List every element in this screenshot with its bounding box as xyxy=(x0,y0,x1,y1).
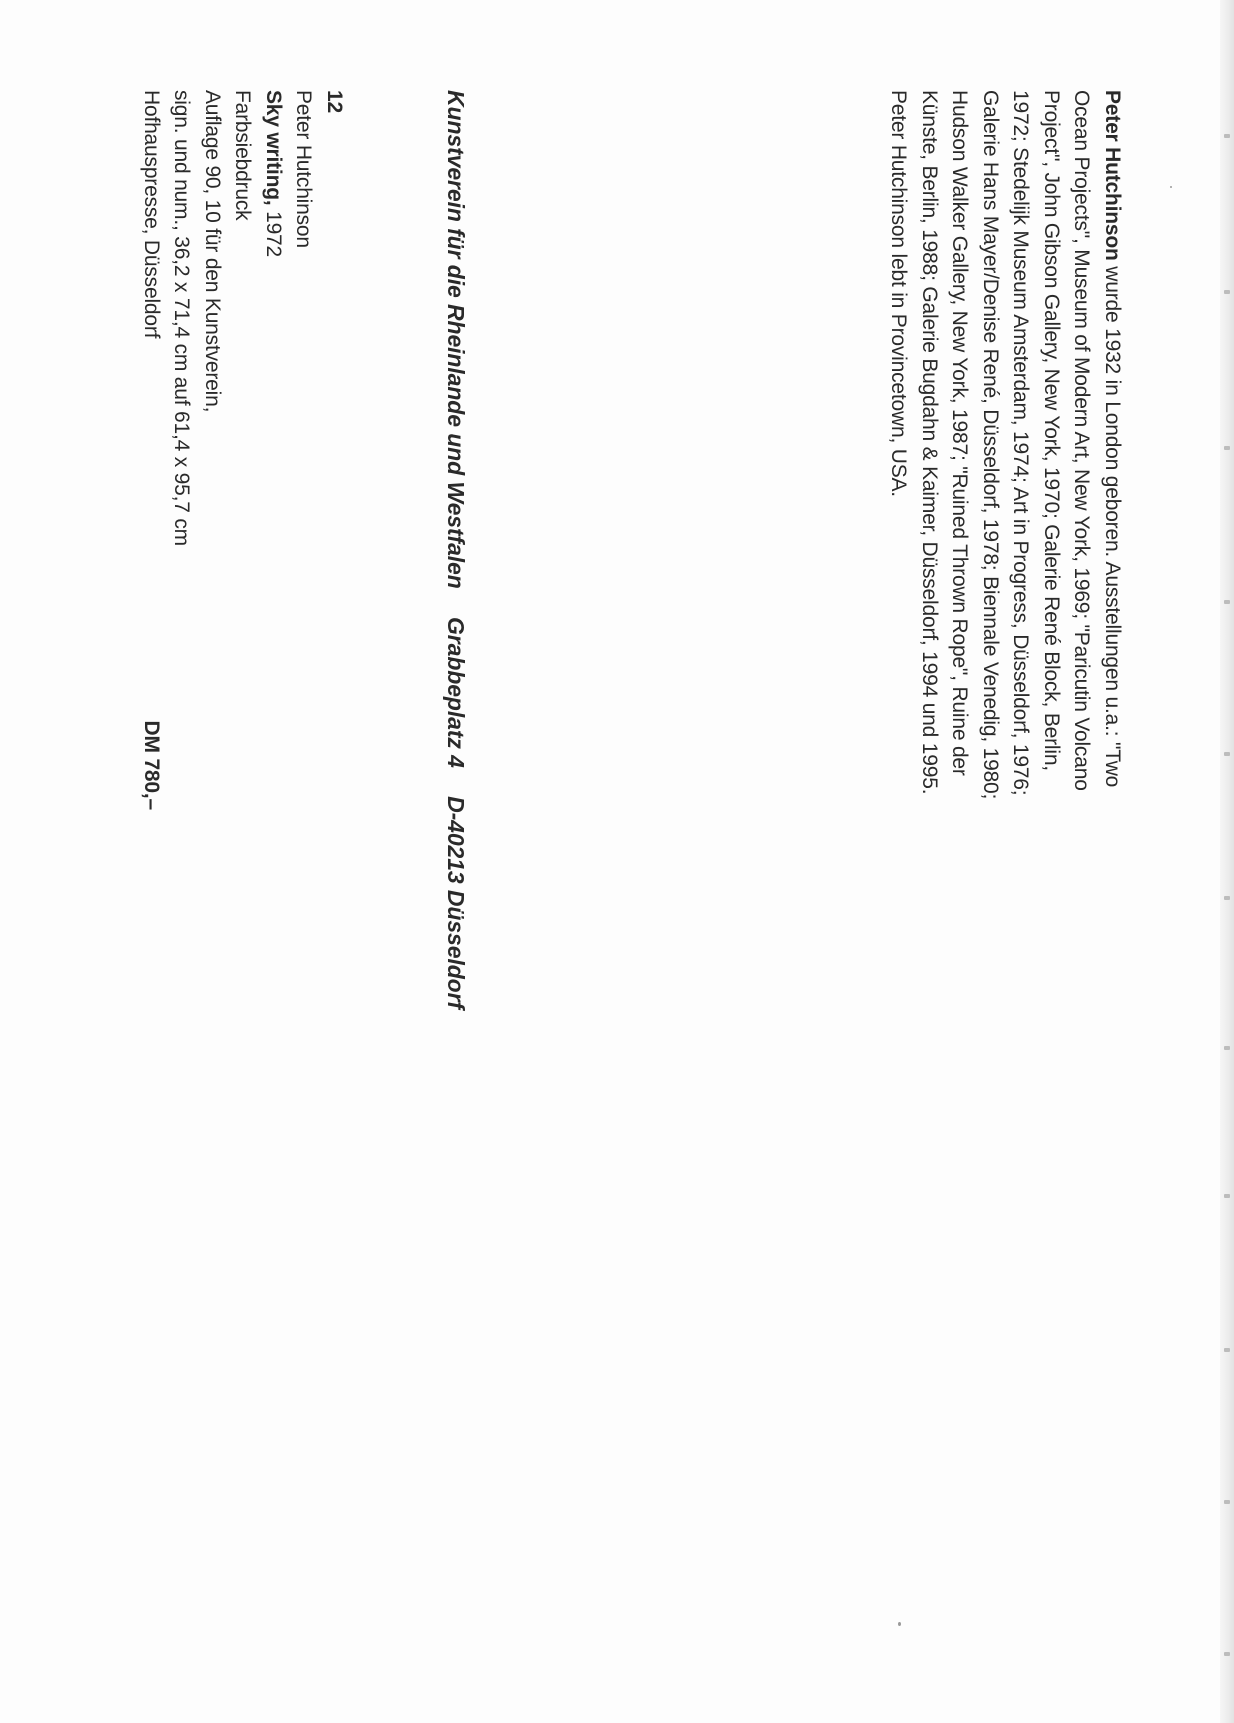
binding-hole xyxy=(1224,134,1230,138)
binding-hole xyxy=(1224,446,1230,450)
item-artist: Peter Hutchinson xyxy=(292,90,316,248)
item-title-line xyxy=(258,90,289,810)
residence-text: Peter Hutchinson lebt in Provincetown, USA. xyxy=(887,90,911,497)
item-printer-line xyxy=(136,90,167,810)
catalog-item xyxy=(136,90,350,810)
binding-hole xyxy=(1224,600,1230,604)
rotated-content xyxy=(100,72,1145,1010)
binding-edge xyxy=(1220,0,1234,1723)
artist-name: Peter Hutchinson xyxy=(1101,90,1124,261)
item-edition: Auflage 90, 10 für den Kunstverein, xyxy=(201,90,224,413)
item-printer: Hofhauspresse, Düsseldorf xyxy=(140,90,163,339)
item-year: 1972 xyxy=(262,205,285,258)
institution-city: D-40213 Düsseldorf xyxy=(443,796,469,1010)
binding-hole xyxy=(1224,752,1230,756)
binding-hole xyxy=(1224,1652,1230,1656)
binding-hole xyxy=(1224,1046,1230,1050)
paper-speck xyxy=(1170,186,1172,188)
item-price: DM 780,– xyxy=(140,720,163,810)
biography-text: wurde 1932 in London geboren. Ausstellungen u.a.: "Two Ocean Projects", Museum of Modern Art, New York, 1969; "Paricutin Volcano Project", John Gibson Gallery, New York, 1970; Galerie René Block, Berlin, 1972; Stedelijk Museum Amsterdam, 1974; Art in Progress, Düsseldorf, 1976; Galerie Hans Mayer/Denise René, Düsseldorf, 1978; Biennale Venedig, 1980; Hudson Walker Gallery, New York, 1987; "Ruined Thrown Rope", Ruine der Künste, Berlin, 1988; Galerie Bugdahn & Kaimer, Düsseldorf, 1994 und 1995. xyxy=(918,90,1124,800)
paper-speck xyxy=(898,1622,901,1626)
binding-hole xyxy=(1224,896,1230,900)
institution-name: Kunstverein für die Rheinlande und Westfalen xyxy=(443,90,469,589)
artist-biography xyxy=(883,90,1127,810)
biography-paragraph xyxy=(914,90,1128,810)
item-number: 12 xyxy=(323,90,346,113)
institution-street: Grabbeplatz 4 xyxy=(443,617,469,768)
binding-hole xyxy=(1224,1348,1230,1352)
institution-footer xyxy=(442,90,469,1130)
binding-hole xyxy=(1224,1194,1230,1198)
binding-hole xyxy=(1224,290,1230,294)
binding-hole xyxy=(1224,1500,1230,1504)
item-technique: Farbsiebdruck xyxy=(231,90,255,221)
item-dimensions: sign. und num., 36,2 x 71,4 cm auf 61,4 x 95,7 cm xyxy=(170,90,194,546)
item-title: Sky writing, xyxy=(262,90,285,206)
